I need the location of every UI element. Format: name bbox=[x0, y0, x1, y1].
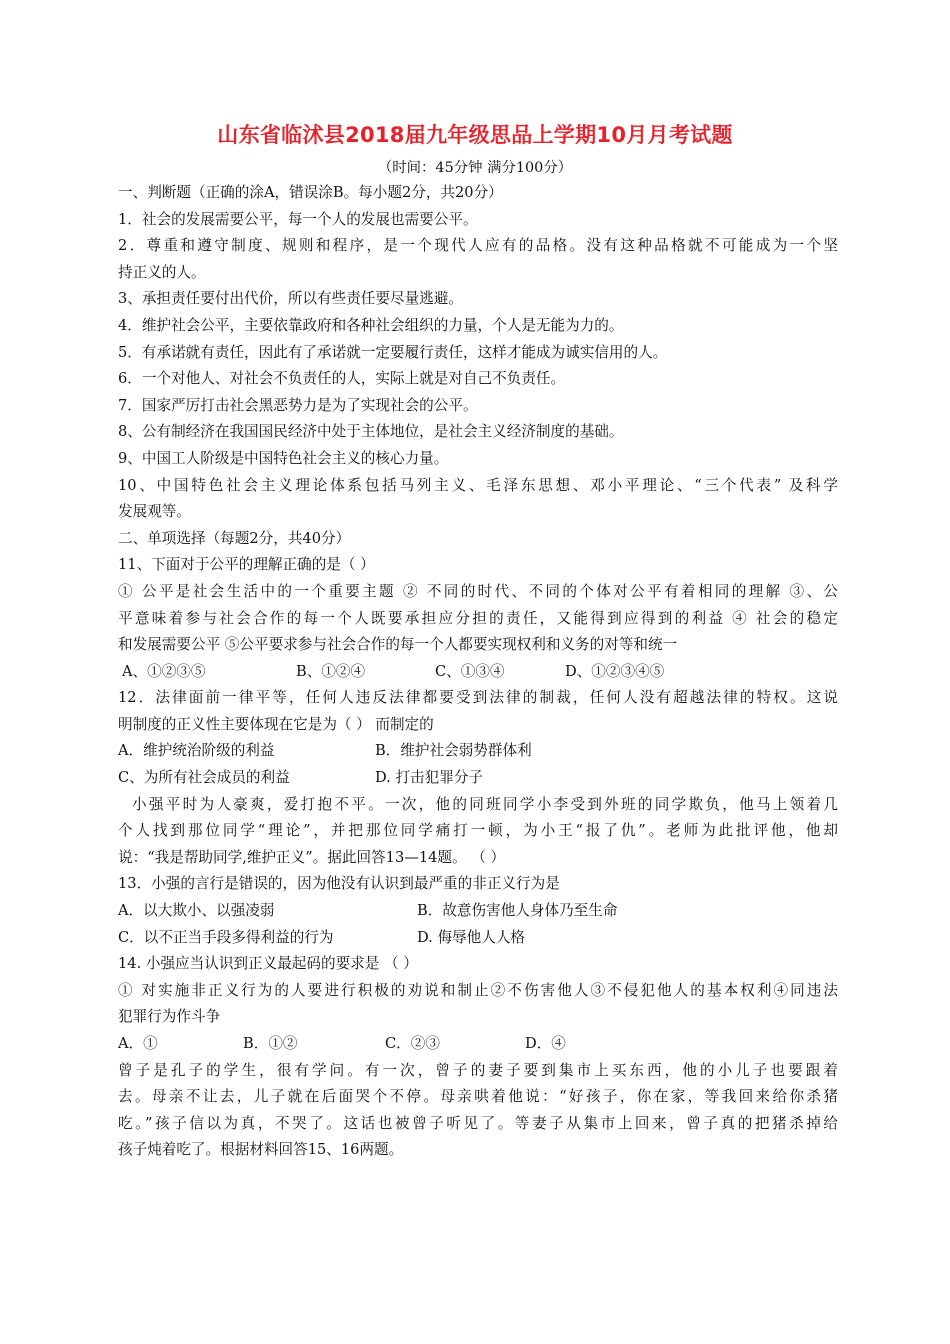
question-11-statement-line-2: 平意味着参与社会合作的每一个人既要承担应分担的责任，又能得到应得到的利益 ④ 社会的稳定 bbox=[118, 609, 838, 627]
option-b: B．故意伤害他人身体乃至生命 bbox=[417, 902, 618, 920]
question-11-statement-line-3: 和发展需要公平 ⑤公平要求参与社会合作的每一个人都要实现权利和义务的对等和统一 bbox=[118, 636, 678, 654]
question-11-statement-line-1: ① 公平是社会生活中的一个重要主题 ② 不同的时代、不同的个体对公平有着相同的理解 ③、公 bbox=[118, 582, 838, 600]
material-1-line-2: 个人找到那位同学“理论”，并把那位同学痛打一顿，为小王“报了仇”。老师为此批评他，他却 bbox=[118, 822, 838, 840]
option-d: D．④ bbox=[525, 1035, 566, 1052]
page-title: 山东省临沭县2018届九年级思品上学期10月月考试题 bbox=[217, 123, 733, 147]
material-2-line-3: 吃。”孩子信以为真，不哭了。这话也被曾子听见了。等妻子从集市上回来，曾子真的把猪杀掉给 bbox=[118, 1114, 838, 1132]
question-2-line-1: 2．尊重和遵守制度、规则和程序，是一个现代人应有的品格。没有这种品格就不可能成为一个坚 bbox=[118, 237, 838, 255]
question-12-options-row-1 bbox=[118, 738, 838, 765]
question-13: 13．小强的言行是错误的，因为他没有认识到最严重的非正义行为是 bbox=[118, 875, 560, 893]
section-heading: 二、单项选择（每题2分，共40分） bbox=[118, 529, 351, 547]
question-14-statement-line-2: 犯罪行为作斗争 bbox=[118, 1008, 221, 1026]
exam-content bbox=[118, 180, 838, 1164]
question-5: 5．有承诺就有责任，因此有了承诺就一定要履行责任，这样才能成为诚实信用的人。 bbox=[118, 343, 668, 361]
option-d: D、①②③④⑤ bbox=[565, 662, 665, 680]
question-14-statement-line-1: ① 对实施非正义行为的人要进行积极的劝说和制止②不伤害他人③不侵犯他人的基本权利④同违法 bbox=[118, 981, 838, 999]
question-8: 8、公有制经济在我国国民经济中处于主体地位，是社会主义经济制度的基础。 bbox=[118, 423, 624, 441]
question-14-options bbox=[118, 1031, 838, 1058]
option-c: C．以不正当手段多得利益的行为 bbox=[118, 928, 334, 946]
question-4: 4．维护社会公平，主要依靠政府和各种社会组织的力量，个人是无能为力的。 bbox=[118, 316, 624, 334]
section-heading: 一、判断题（正确的涂A，错误涂B。每小题2分，共20分） bbox=[118, 184, 503, 201]
question-11: 11、下面对于公平的理解正确的是（ ） bbox=[118, 556, 375, 574]
option-a: A、①②③⑤ bbox=[122, 662, 206, 680]
question-3: 3、承担责任要付出代价，所以有些责任要尽量逃避。 bbox=[118, 290, 463, 308]
question-11-options bbox=[118, 659, 838, 686]
option-a: A．维护统治阶级的利益 bbox=[118, 742, 275, 760]
option-d: D. 打击犯罪分子 bbox=[375, 769, 484, 787]
material-1-line-1: 小强平时为人豪爽，爱打抱不平。一次，他的同班同学小李受到外班的同学欺负，他马上领着几 bbox=[132, 795, 838, 813]
question-14: 14. 小强应当认识到正义最起码的要求是 （ ） bbox=[118, 955, 418, 973]
option-b: B、①②④ bbox=[296, 662, 366, 680]
option-b: B．①② bbox=[243, 1035, 298, 1052]
question-9: 9、中国工人阶级是中国特色社会主义的核心力量。 bbox=[118, 449, 449, 467]
option-d: D. 侮辱他人人格 bbox=[417, 928, 526, 946]
option-c: C、①③④ bbox=[435, 662, 505, 680]
question-10-line-2: 发展观等。 bbox=[118, 503, 191, 521]
question-12-options-row-2 bbox=[118, 765, 838, 792]
material-1-line-3: 说：“我是帮助同学,维护正义”。据此回答13—14题。 （ ） bbox=[118, 848, 506, 866]
material-2-line-2: 去。母亲不让去，儿子就在后面哭个不停。母亲哄着他说：“好孩子，你在家，等我回来给你杀猪 bbox=[118, 1088, 838, 1106]
question-7: 7．国家严厉打击社会黑恶势力是为了实现社会的公平。 bbox=[118, 396, 478, 414]
option-c: C、为所有社会成员的利益 bbox=[118, 769, 290, 787]
question-13-options-row-2 bbox=[118, 925, 838, 952]
question-1: 1．社会的发展需要公平，每一个人的发展也需要公平。 bbox=[118, 210, 478, 228]
question-13-options-row-1 bbox=[118, 898, 838, 925]
option-a: A．以大欺小、以强凌弱 bbox=[118, 902, 275, 920]
question-10-line-1: 10、中国特色社会主义理论体系包括马列主义、毛泽东思想、邓小平理论、“三个代表” 及科学 bbox=[118, 476, 838, 494]
option-c: C．②③ bbox=[385, 1035, 440, 1052]
exam-time-info: （时间：45分钟 满分100分） bbox=[377, 160, 573, 176]
option-b: B．维护社会弱势群体利 bbox=[375, 742, 532, 760]
material-2-line-1: 曾子是孔子的学生，很有学问。有一次，曾子的妻子要到集市上买东西，他的小儿子也要跟着 bbox=[118, 1061, 838, 1079]
option-a: A．① bbox=[118, 1035, 158, 1052]
question-6: 6．一个对他人、对社会不负责任的人，实际上就是对自己不负责任。 bbox=[118, 370, 566, 388]
question-12-line-2: 明制度的正义性主要体现在它是为（ ） 而制定的 bbox=[118, 715, 434, 733]
material-2-line-4: 孩子炖着吃了。根据材料回答15、16两题。 bbox=[118, 1141, 404, 1159]
question-12-line-1: 12．法律面前一律平等，任何人违反法律都要受到法律的制裁，任何人没有超越法律的特权。这说 bbox=[118, 689, 838, 707]
question-2-line-2: 持正义的人。 bbox=[118, 263, 206, 281]
